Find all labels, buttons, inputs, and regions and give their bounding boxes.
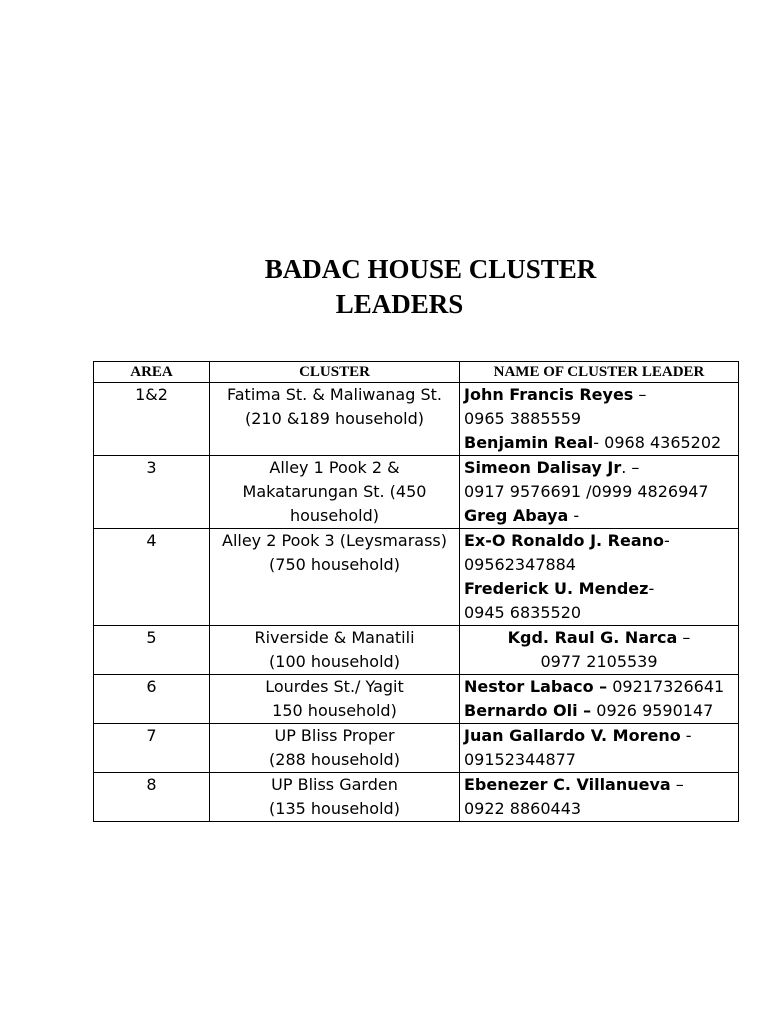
- page-title: [0, 252, 768, 322]
- leader-name: Simeon Dalisay Jr: [464, 458, 622, 477]
- table-row: [94, 773, 739, 822]
- leader-line: [464, 601, 734, 625]
- leader-contact: . –: [621, 458, 640, 477]
- leader-cell: [460, 529, 739, 626]
- leader-line: [464, 431, 734, 455]
- leader-cell: [460, 383, 739, 456]
- leader-name: Kgd. Raul G. Narca: [507, 628, 678, 647]
- cluster-line: UP Bliss Proper: [274, 726, 395, 745]
- leader-name: John Francis Reyes: [464, 385, 634, 404]
- area-cell: 7: [94, 724, 210, 773]
- leader-contact: –: [670, 775, 684, 794]
- leader-name: Benjamin Real: [464, 433, 594, 452]
- cluster-cell: [210, 626, 460, 675]
- area-cell: 1&2: [94, 383, 210, 456]
- header-leader: NAME OF CLUSTER LEADER: [460, 362, 739, 383]
- title-line-1: BADAC HOUSE CLUSTER: [264, 254, 597, 284]
- leader-line: [464, 773, 734, 797]
- leader-line: [464, 383, 734, 407]
- cluster-cell: [210, 675, 460, 724]
- area-cell: 3: [94, 456, 210, 529]
- leader-line: [464, 577, 734, 601]
- leader-name: Greg Abaya: [464, 506, 569, 525]
- cluster-line: Lourdes St./ Yagit: [265, 677, 404, 696]
- area-cell: 8: [94, 773, 210, 822]
- leader-name: Nestor Labaco –: [464, 677, 608, 696]
- table-row: [94, 456, 739, 529]
- cluster-line: Fatima St. & Maliwanag St.: [227, 385, 442, 404]
- header-area: AREA: [94, 362, 210, 383]
- leader-contact: 0945 6835520: [464, 603, 582, 622]
- leader-contact: 0917 9576691 /0999 4826947: [464, 482, 709, 501]
- leader-contact: 09217326641: [607, 677, 725, 696]
- cluster-cell: [210, 383, 460, 456]
- cluster-line: (135 household): [269, 799, 400, 818]
- leader-name: Bernardo Oli –: [464, 701, 592, 720]
- header-cluster: CLUSTER: [210, 362, 460, 383]
- leader-cell: [460, 724, 739, 773]
- leader-contact: 09152344877: [464, 750, 576, 769]
- area-cell: 4: [94, 529, 210, 626]
- leader-contact: - 0968 4365202: [593, 433, 722, 452]
- leader-cell: [460, 626, 739, 675]
- cluster-line: Makatarungan St. (450: [242, 482, 427, 501]
- leader-contact: -: [648, 579, 655, 598]
- leader-line: [464, 650, 734, 674]
- table-row: [94, 675, 739, 724]
- cluster-cell: [210, 724, 460, 773]
- cluster-line: (750 household): [269, 555, 400, 574]
- leader-contact: –: [677, 628, 691, 647]
- cluster-line: UP Bliss Garden: [271, 775, 398, 794]
- leader-contact: 0922 8860443: [464, 799, 582, 818]
- cluster-cell: [210, 456, 460, 529]
- area-cell: 6: [94, 675, 210, 724]
- cluster-line: Alley 2 Pook 3 (Leysmarass): [222, 531, 447, 550]
- table-header-row: [94, 362, 739, 383]
- leader-cell: [460, 773, 739, 822]
- cluster-line: 150 household): [272, 701, 397, 720]
- leader-cell: [460, 456, 739, 529]
- leader-line: [464, 626, 734, 650]
- leader-line: [464, 748, 734, 772]
- leader-contact: 0977 2105539: [540, 652, 658, 671]
- area-cell: 5: [94, 626, 210, 675]
- leader-line: [464, 480, 734, 504]
- cluster-cell: [210, 529, 460, 626]
- leader-contact: 09562347884: [464, 555, 576, 574]
- cluster-line: Alley 1 Pook 2 &: [269, 458, 400, 477]
- table-row: [94, 626, 739, 675]
- leader-line: [464, 529, 734, 553]
- leader-name: Ebenezer C. Villanueva: [464, 775, 671, 794]
- cluster-line: (100 household): [269, 652, 400, 671]
- leader-line: [464, 553, 734, 577]
- leader-contact: -: [680, 726, 692, 745]
- leader-cell: [460, 675, 739, 724]
- cluster-line: household): [289, 506, 380, 525]
- leader-line: [464, 699, 734, 723]
- table-row: [94, 383, 739, 456]
- leader-contact: 0965 3885559: [464, 409, 582, 428]
- leader-line: [464, 456, 734, 480]
- title-line-2: LEADERS: [335, 289, 464, 319]
- cluster-leaders-table: [93, 361, 739, 822]
- leader-line: [464, 407, 734, 431]
- leader-name: Juan Gallardo V. Moreno: [464, 726, 681, 745]
- leader-line: [464, 797, 734, 821]
- leader-contact: -: [664, 531, 670, 550]
- leader-name: Ex-O Ronaldo J. Reano: [464, 531, 665, 550]
- leader-name: Frederick U. Mendez: [464, 579, 649, 598]
- leader-contact: –: [633, 385, 647, 404]
- table-row: [94, 724, 739, 773]
- leader-contact: 0926 9590147: [591, 701, 714, 720]
- cluster-line: Riverside & Manatili: [254, 628, 415, 647]
- cluster-cell: [210, 773, 460, 822]
- cluster-line: (288 household): [269, 750, 400, 769]
- leader-line: [464, 504, 734, 528]
- leader-contact: -: [568, 506, 580, 525]
- leader-line: [464, 675, 734, 699]
- table-row: [94, 529, 739, 626]
- cluster-line: (210 &189 household): [245, 409, 424, 428]
- leader-line: [464, 724, 734, 748]
